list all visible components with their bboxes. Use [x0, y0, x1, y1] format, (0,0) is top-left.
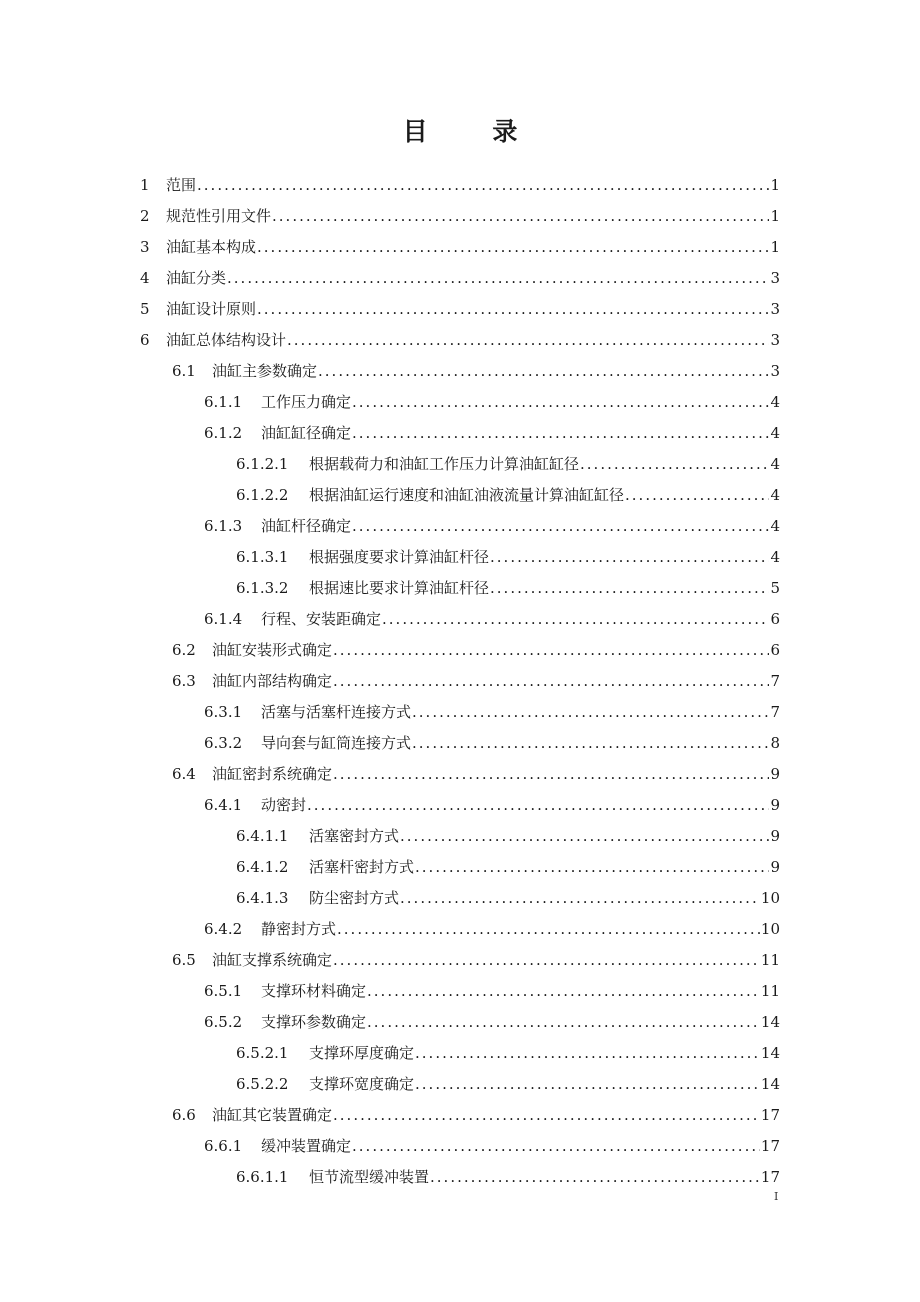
toc-entry[interactable] [236, 542, 780, 573]
toc-leader-dots [490, 573, 769, 604]
toc-entry-number: 6.5.2.1 [236, 1044, 289, 1062]
toc-leader-dots [412, 728, 769, 759]
toc-leader-dots [412, 697, 769, 728]
toc-entry-label: 油缸密封系统确定 [212, 765, 333, 783]
toc-entry-label: 油缸内部结构确定 [212, 672, 333, 690]
toc-entry-label: 油缸主参数确定 [212, 362, 318, 380]
toc-entry[interactable] [172, 356, 780, 387]
toc-entry-number: 6.1.3.1 [236, 548, 289, 566]
toc-entry-number: 6.4 [172, 765, 196, 783]
toc-entry-label: 油缸其它装置确定 [212, 1106, 333, 1124]
toc-leader-dots [333, 1100, 760, 1131]
toc-entry[interactable] [140, 201, 780, 232]
toc-entry-page: 17 [760, 1137, 780, 1155]
toc-entry-label: 缓冲装置确定 [261, 1137, 352, 1155]
toc-entry-label: 根据速比要求计算油缸杆径 [309, 579, 490, 597]
toc-entry[interactable] [236, 449, 780, 480]
toc-entry-number: 6.1.3.2 [236, 579, 289, 597]
toc-entry[interactable] [236, 883, 780, 914]
toc-entry[interactable] [140, 263, 780, 294]
toc-entry-label: 根据强度要求计算油缸杆径 [309, 548, 490, 566]
toc-entry-number: 6.4.1 [204, 796, 243, 814]
toc-entry-label: 活塞与活塞杆连接方式 [261, 703, 412, 721]
toc-leader-dots [400, 821, 769, 852]
toc-leader-dots [415, 852, 769, 883]
toc-entry-page: 1 [770, 238, 780, 256]
toc-entry-page: 14 [760, 1044, 780, 1062]
toc-entry[interactable] [172, 666, 780, 697]
toc-entry-number: 4 [140, 269, 150, 287]
toc-entry-label: 工作压力确定 [261, 393, 352, 411]
toc-entry-number: 6.5.2 [204, 1013, 243, 1031]
toc-entry-number: 2 [140, 207, 150, 225]
toc-leader-dots [430, 1162, 760, 1193]
toc-entry-page: 4 [770, 517, 780, 535]
toc-entry[interactable] [204, 418, 780, 449]
toc-entry[interactable] [204, 1007, 780, 1038]
toc-leader-dots [307, 790, 769, 821]
toc-entry-page: 1 [770, 176, 780, 194]
toc-entry-page: 4 [770, 424, 780, 442]
toc-entry[interactable] [204, 511, 780, 542]
toc-entry-label: 活塞密封方式 [309, 827, 400, 845]
toc-entry[interactable] [236, 1069, 780, 1100]
toc-entry-label: 油缸缸径确定 [261, 424, 352, 442]
toc-entry-label: 行程、安装距确定 [261, 610, 382, 628]
toc-entry[interactable] [172, 759, 780, 790]
toc-entry-page: 7 [770, 672, 780, 690]
toc-entry-page: 4 [770, 486, 780, 504]
toc-entry-label: 油缸总体结构设计 [166, 331, 287, 349]
toc-entry-page: 11 [760, 982, 780, 1000]
toc-entry-label: 导向套与缸筒连接方式 [261, 734, 412, 752]
toc-entry-page: 9 [770, 827, 780, 845]
toc-entry-number: 6.1.2 [204, 424, 243, 442]
toc-entry-label: 支撑环参数确定 [261, 1013, 367, 1031]
toc-leader-dots [257, 232, 769, 263]
toc-leader-dots [490, 542, 769, 573]
toc-entry[interactable] [204, 387, 780, 418]
toc-leader-dots [287, 325, 769, 356]
toc-entry-page: 14 [760, 1013, 780, 1031]
toc-entry-page: 9 [770, 765, 780, 783]
toc-entry-page: 10 [760, 889, 780, 907]
toc-entry-page: 17 [760, 1168, 780, 1186]
toc-title: 目 录 [402, 117, 546, 146]
toc-leader-dots [352, 1131, 760, 1162]
toc-entry[interactable] [172, 635, 780, 666]
toc-entry-number: 6.6 [172, 1106, 196, 1124]
toc-entry-number: 6.1.3 [204, 517, 243, 535]
toc-entry-number: 6.4.1.1 [236, 827, 289, 845]
toc-leader-dots [272, 201, 769, 232]
toc-entry-page: 5 [770, 579, 780, 597]
toc-leader-dots [333, 666, 769, 697]
toc-leader-dots [352, 387, 769, 418]
toc-entry-number: 6.6.1.1 [236, 1168, 289, 1186]
toc-entry[interactable] [172, 1100, 780, 1131]
toc-entry-page: 3 [770, 269, 780, 287]
toc-entry[interactable] [236, 821, 780, 852]
toc-entry-number: 6.5.1 [204, 982, 243, 1000]
toc-entry-label: 支撑环材料确定 [261, 982, 367, 1000]
toc-leader-dots [400, 883, 760, 914]
toc-leader-dots [352, 511, 769, 542]
toc-entry-page: 3 [770, 300, 780, 318]
toc-entry-page: 8 [770, 734, 780, 752]
toc-entry-number: 6.4.1.2 [236, 858, 289, 876]
toc-entry-page: 4 [770, 455, 780, 473]
toc-entry-page: 4 [770, 548, 780, 566]
toc-entry-number: 6.4.2 [204, 920, 243, 938]
toc-entry-label: 油缸安装形式确定 [212, 641, 333, 659]
toc-entry-page: 7 [770, 703, 780, 721]
toc-entry-number: 6.3 [172, 672, 196, 690]
toc-leader-dots [382, 604, 769, 635]
toc-entry-number: 6 [140, 331, 150, 349]
toc-entry-page: 6 [770, 610, 780, 628]
toc-entry[interactable] [204, 914, 780, 945]
toc-entry-label: 油缸基本构成 [166, 238, 257, 256]
toc-leader-dots [415, 1069, 760, 1100]
toc-entry-page: 9 [770, 796, 780, 814]
toc-entry[interactable] [140, 232, 780, 263]
toc-entry-label: 油缸设计原则 [166, 300, 257, 318]
toc-entry-label: 静密封方式 [261, 920, 337, 938]
toc-entry-label: 规范性引用文件 [166, 207, 272, 225]
toc-entry[interactable] [204, 976, 780, 1007]
toc-entry-label: 动密封 [261, 796, 307, 814]
toc-entry[interactable] [236, 480, 780, 511]
toc-entry-page: 3 [770, 362, 780, 380]
toc-entry-page: 10 [760, 920, 780, 938]
toc-entry-number: 6.1.2.2 [236, 486, 289, 504]
toc-entry-label: 油缸支撑系统确定 [212, 951, 333, 969]
toc-entry-number: 6.3.1 [204, 703, 243, 721]
toc-entry-page: 14 [760, 1075, 780, 1093]
toc-leader-dots [257, 294, 769, 325]
toc-entry[interactable] [204, 790, 780, 821]
toc-entry-label: 根据载荷力和油缸工作压力计算油缸缸径 [309, 455, 580, 473]
toc-entry-number: 6.6.1 [204, 1137, 243, 1155]
toc-entry[interactable] [140, 294, 780, 325]
toc-entry-label: 支撑环宽度确定 [309, 1075, 415, 1093]
toc-entry-page: 1 [770, 207, 780, 225]
toc-entry-label: 防尘密封方式 [309, 889, 400, 907]
toc-entry-number: 6.2 [172, 641, 196, 659]
toc-entry[interactable] [140, 170, 780, 201]
toc-entry-page: 11 [760, 951, 780, 969]
toc-entry-page: 4 [770, 393, 780, 411]
toc-entry-page: 9 [770, 858, 780, 876]
toc-entry-number: 6.4.1.3 [236, 889, 289, 907]
toc-entry-label: 活塞杆密封方式 [309, 858, 415, 876]
toc-leader-dots [580, 449, 769, 480]
toc-entry-number: 6.5.2.2 [236, 1075, 289, 1093]
toc-entry-number: 6.1.2.1 [236, 455, 289, 473]
toc-entry[interactable] [236, 852, 780, 883]
toc-entry-number: 1 [140, 176, 150, 194]
toc-leader-dots [197, 170, 769, 201]
toc-entry-number: 5 [140, 300, 150, 318]
toc-leader-dots [318, 356, 769, 387]
toc-leader-dots [333, 635, 769, 666]
toc-entry-number: 3 [140, 238, 150, 256]
toc-entry-number: 6.1.1 [204, 393, 243, 411]
toc-entry-number: 6.3.2 [204, 734, 243, 752]
toc-leader-dots [367, 976, 760, 1007]
toc-leader-dots [333, 759, 769, 790]
toc-leader-dots [333, 945, 760, 976]
toc-entry[interactable] [204, 728, 780, 759]
toc-entry-label: 范围 [166, 176, 197, 194]
toc-entry-label: 恒节流型缓冲装置 [309, 1168, 430, 1186]
toc-entry-number: 6.5 [172, 951, 196, 969]
toc-entry-label: 根据油缸运行速度和油缸油液流量计算油缸缸径 [309, 486, 625, 504]
toc-entry[interactable] [204, 1131, 780, 1162]
toc-entry-page: 3 [770, 331, 780, 349]
toc-entry[interactable] [172, 945, 780, 976]
toc-entry-page: 17 [760, 1106, 780, 1124]
toc-entry[interactable] [204, 697, 780, 728]
toc-entry-page: 6 [770, 641, 780, 659]
toc-entry-label: 油缸杆径确定 [261, 517, 352, 535]
toc-entry-number: 6.1.4 [204, 610, 243, 628]
toc-entry-number: 6.1 [172, 362, 196, 380]
toc-leader-dots [337, 914, 760, 945]
toc-leader-dots [625, 480, 769, 511]
toc-leader-dots [367, 1007, 760, 1038]
toc-leader-dots [227, 263, 769, 294]
toc-leader-dots [352, 418, 769, 449]
toc-entry-label: 油缸分类 [166, 269, 227, 287]
toc-entry[interactable] [140, 325, 780, 356]
toc-entry[interactable] [236, 573, 780, 604]
toc-entry-label: 支撑环厚度确定 [309, 1044, 415, 1062]
footer-page-number: I [774, 1190, 779, 1203]
toc-entry[interactable] [236, 1162, 780, 1193]
toc-entry[interactable] [236, 1038, 780, 1069]
toc-entry[interactable] [204, 604, 780, 635]
toc-leader-dots [415, 1038, 760, 1069]
